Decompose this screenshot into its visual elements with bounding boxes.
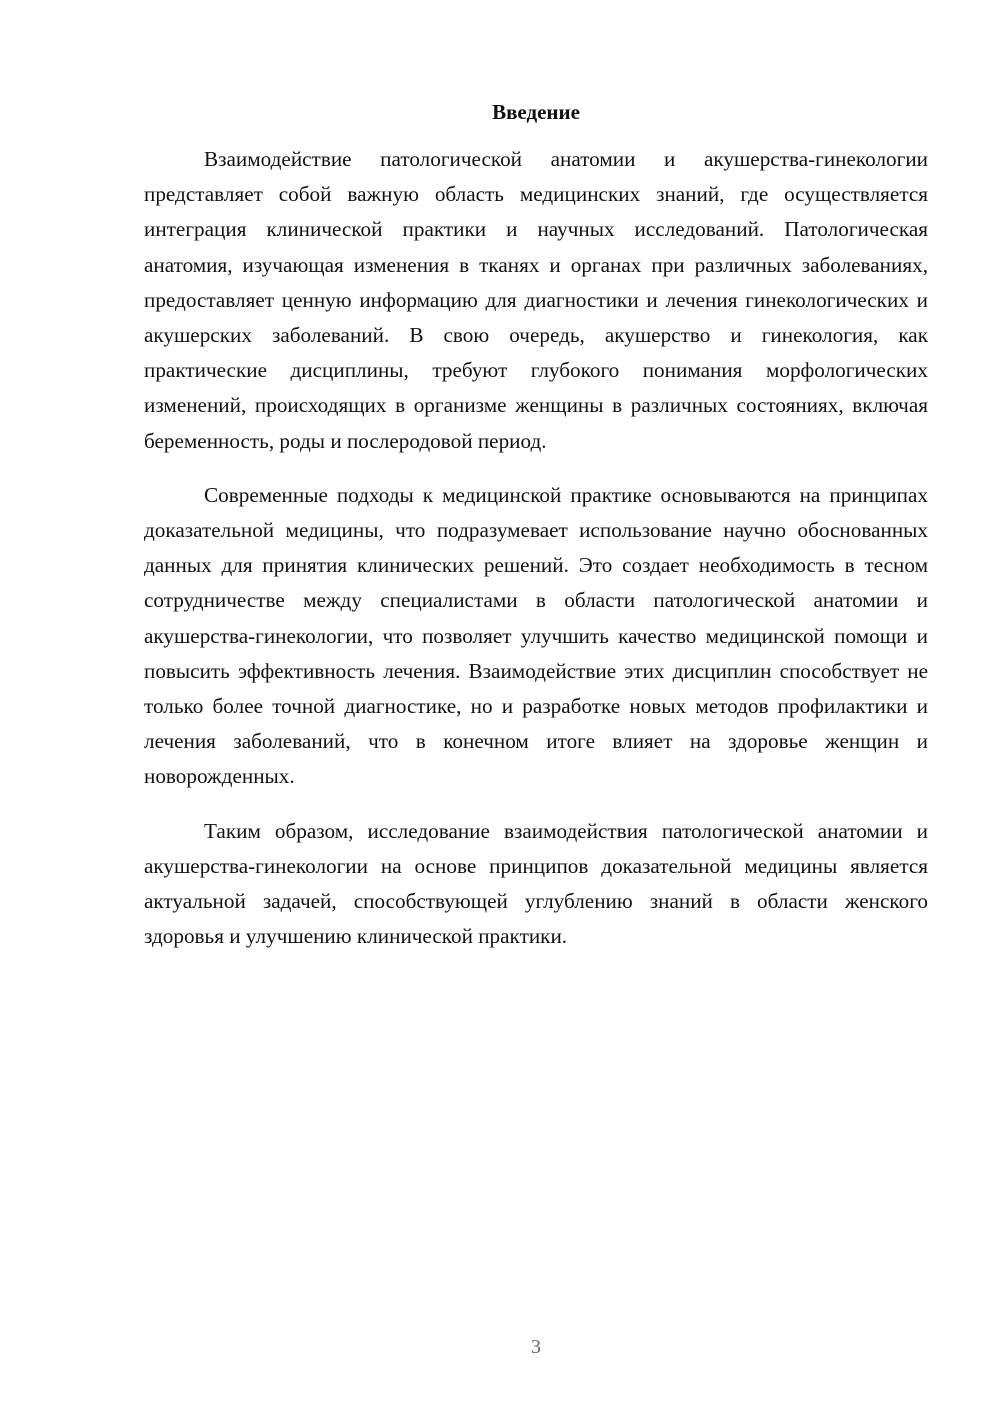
section-heading: Введение [492,100,580,124]
page-number: 3 [531,1336,541,1358]
paragraph-1: Взаимодействие патологической анатомии и акушерства-гинекологии представляет собой важную область медицинских знаний, где осуществляется интеграция клинической практики и научных исследований. Патологическая анатомия, изучающая изменения в тканях и органах при различных заболеваниях, предоставляет ценную информацию для диагностики и лечения гинекологических и акушерских заболеваний. В свою очередь, акушерство и гинекология, как практические дисциплины, требуют глубокого понимания морфологических изменений, происходящих в организме женщины в различных состояниях, включая беременность, роды и послеродовой период. [144,147,928,453]
paragraph-2: Современные подходы к медицинской практике основываются на принципах доказательной медицины, что подразумевает использование научно обоснованных данных для принятия клинических решений. Это создает необходимость в тесном сотрудничестве между специалистами в области патологической анатомии и акушерства-гинекологии, что позволяет улучшить качество медицинской помощи и повысить эффективность лечения. Взаимодействие этих дисциплин способствует не только более точной диагностике, но и разработке новых методов профилактики и лечения заболеваний, что в конечном итоге влияет на здоровье женщин и новорожденных. [144,482,928,789]
body-text [144,142,928,973]
paragraph-3: Таким образом, исследование взаимодействия патологической анатомии и акушерства-гинекологии на основе принципов доказательной медицины является актуальной задачей, способствующей углублению знаний в области женского здоровья и улучшению клинической практики. [144,818,928,949]
